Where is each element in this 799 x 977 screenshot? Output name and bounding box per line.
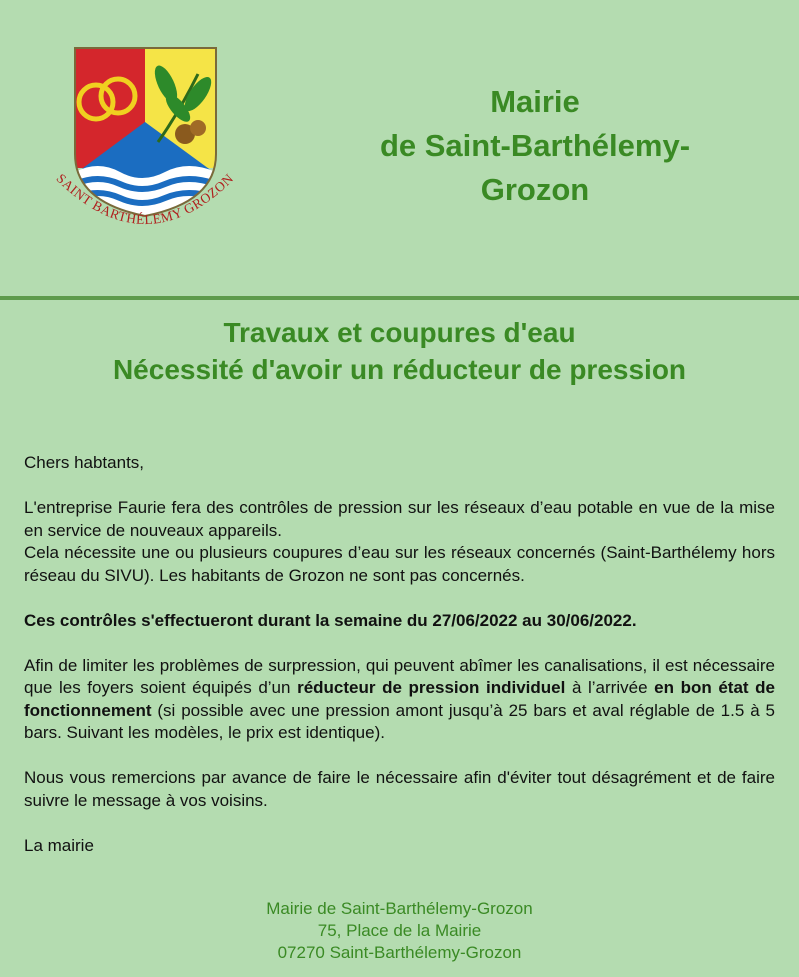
footer-line-3: 07270 Saint-Barthélemy-Grozon: [277, 943, 522, 962]
paragraph-reducer: [24, 655, 775, 745]
reducer-text-e: (si possible avec une pression amont jusqu’à 25 bars et aval réglable de 1.5 à 5 bars. Suivant les modèles, le prix est identique).: [24, 700, 775, 742]
paragraph-cuts: [24, 542, 775, 587]
header-divider: [0, 296, 799, 300]
reducer-text-bold-1: réducteur de pression individuel: [297, 678, 566, 697]
town-title-line-3: Grozon: [480, 172, 590, 207]
paragraph-cuts-text: Cela nécessite une ou plusieurs coupures d’eau sur les réseaux concernés (Saint-Barthélemy hors réseau du SIVU). Les habitants de Grozon ne sont pas concernés.: [24, 543, 775, 585]
dates-text: Ces contrôles s'effectueront durant la semaine du 27/06/2022 au 30/06/2022.: [24, 610, 637, 630]
notice-title: [0, 314, 799, 388]
greeting: Chers habtants,: [24, 453, 145, 472]
paragraph-dates: [24, 610, 775, 633]
town-title-line-2: de Saint-Barthélemy-: [379, 128, 691, 163]
notice-title-line-2: Nécessité d'avoir un réducteur de pression: [112, 354, 687, 385]
notice-title-line-1: Travaux et coupures d'eau: [223, 317, 576, 348]
footer-line-1: Mairie de Saint-Barthélemy-Grozon: [266, 899, 533, 918]
signature: La mairie: [24, 835, 94, 855]
paragraph-thanks: [24, 767, 775, 812]
paragraph-intro-text: L'entreprise Faurie fera des contrôles de pression sur les réseaux d’eau potable en vue de la mise en service de nouveaux appareils.: [24, 498, 775, 540]
footer-line-2: 75, Place de la Mairie: [317, 921, 482, 940]
header: [0, 0, 799, 297]
thanks-text: Nous vous remercions par avance de faire le nécessaire afin d'éviter tout désagrément et de faire suivre le message à vos voisins.: [24, 768, 775, 810]
reducer-text-c: à l’arrivée: [565, 678, 655, 697]
crest-motto: SAINT BARTHÉLEMY GROZON: [53, 170, 237, 228]
reducer-text-bold-2: en bon état de fonctionnement: [24, 678, 775, 720]
letter-body: [24, 452, 775, 880]
town-title: [330, 80, 740, 212]
town-title-line-1: Mairie: [490, 84, 580, 119]
reducer-text-a: Afin de limiter les problèmes de surpression, qui peuvent abîmer les canalisations, il est nécessaire que les foyers soient équipés d’un: [24, 655, 775, 697]
town-crest-logo: [38, 44, 253, 244]
footer-address: [0, 898, 799, 964]
paragraph-intro: [24, 497, 775, 542]
